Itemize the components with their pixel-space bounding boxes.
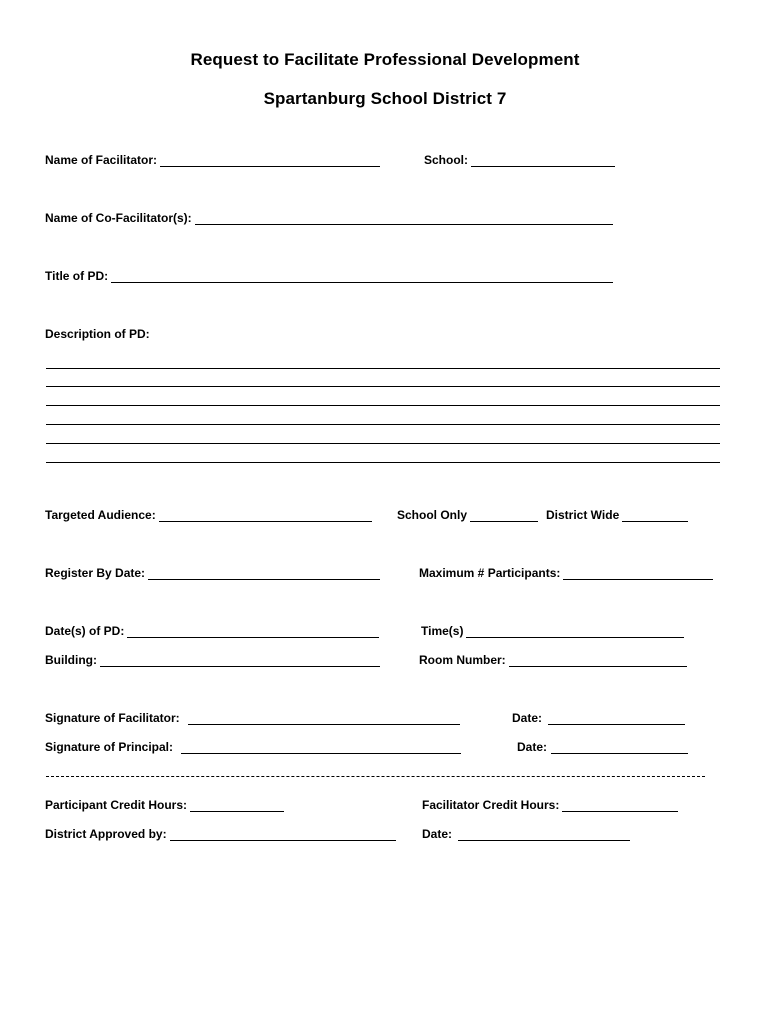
facilitator-credit-label: Facilitator Credit Hours: — [422, 798, 560, 812]
building-label: Building: — [45, 653, 97, 667]
school-only-field — [397, 508, 538, 522]
facilitator-credit-blank[interactable] — [562, 800, 678, 812]
description-line[interactable] — [46, 424, 720, 425]
principal-date-field — [517, 740, 688, 754]
max-participants-field — [419, 566, 713, 580]
principal-signature-blank[interactable] — [181, 742, 461, 754]
district-approved-blank[interactable] — [170, 829, 396, 841]
district-wide-blank[interactable] — [622, 510, 688, 522]
pd-dates-field — [45, 624, 379, 638]
school-label: School: — [424, 153, 468, 167]
school-field — [424, 153, 615, 167]
max-participants-label: Maximum # Participants: — [419, 566, 561, 580]
cofacilitator-label: Name of Co-Facilitator(s): — [45, 211, 192, 225]
approval-date-blank[interactable] — [458, 829, 630, 841]
max-participants-blank[interactable] — [563, 568, 713, 580]
facilitator-credit-field — [422, 798, 678, 812]
dashed-divider — [46, 776, 705, 777]
facilitator-date-blank[interactable] — [548, 713, 685, 725]
pd-dates-blank[interactable] — [127, 626, 379, 638]
building-field — [45, 653, 380, 667]
facilitator-date-field — [512, 711, 685, 725]
facilitator-blank[interactable] — [160, 155, 380, 167]
facilitator-signature-blank[interactable] — [188, 713, 460, 725]
school-blank[interactable] — [471, 155, 615, 167]
facilitator-field — [45, 153, 380, 167]
description-line[interactable] — [46, 386, 720, 387]
participant-credit-label: Participant Credit Hours: — [45, 798, 188, 812]
audience-field — [45, 508, 372, 522]
pd-times-field — [421, 624, 684, 638]
district-approved-field — [45, 827, 396, 841]
description-line[interactable] — [46, 462, 720, 463]
pd-times-label: Time(s) — [421, 624, 464, 638]
room-number-field — [419, 653, 687, 667]
title-pd-field — [45, 269, 613, 283]
cofacilitator-field — [45, 211, 613, 225]
description-line[interactable] — [46, 443, 720, 444]
approval-date-field — [422, 827, 630, 841]
audience-label: Targeted Audience: — [45, 508, 156, 522]
room-number-blank[interactable] — [509, 655, 687, 667]
description-label: Description of PD: — [45, 327, 150, 341]
district-approved-label: District Approved by: — [45, 827, 167, 841]
facilitator-label: Name of Facilitator: — [45, 153, 158, 167]
cofacilitator-blank[interactable] — [195, 213, 613, 225]
room-number-label: Room Number: — [419, 653, 506, 667]
form-title: Request to Facilitate Professional Development — [190, 50, 580, 69]
district-name: Spartanburg School District 7 — [263, 89, 507, 108]
principal-signature-field — [45, 740, 461, 754]
school-only-label: School Only — [397, 508, 468, 522]
facilitator-signature-label: Signature of Facilitator: — [45, 711, 180, 725]
audience-blank[interactable] — [159, 510, 372, 522]
facilitator-signature-field — [45, 711, 460, 725]
district-wide-field — [546, 508, 688, 522]
approval-date-label: Date: — [422, 827, 453, 841]
participant-credit-blank[interactable] — [190, 800, 284, 812]
pd-times-blank[interactable] — [466, 626, 684, 638]
school-only-blank[interactable] — [470, 510, 538, 522]
register-date-label: Register By Date: — [45, 566, 146, 580]
description-line[interactable] — [46, 405, 720, 406]
building-blank[interactable] — [100, 655, 380, 667]
register-date-blank[interactable] — [148, 568, 380, 580]
facilitator-date-label: Date: — [512, 711, 543, 725]
principal-signature-label: Signature of Principal: — [45, 740, 174, 754]
pd-dates-label: Date(s) of PD: — [45, 624, 125, 638]
title-pd-label: Title of PD: — [45, 269, 109, 283]
description-line[interactable] — [46, 368, 720, 369]
principal-date-label: Date: — [517, 740, 548, 754]
principal-date-blank[interactable] — [551, 742, 688, 754]
participant-credit-field — [45, 798, 284, 812]
title-pd-blank[interactable] — [111, 271, 613, 283]
register-date-field — [45, 566, 380, 580]
district-wide-label: District Wide — [546, 508, 620, 522]
